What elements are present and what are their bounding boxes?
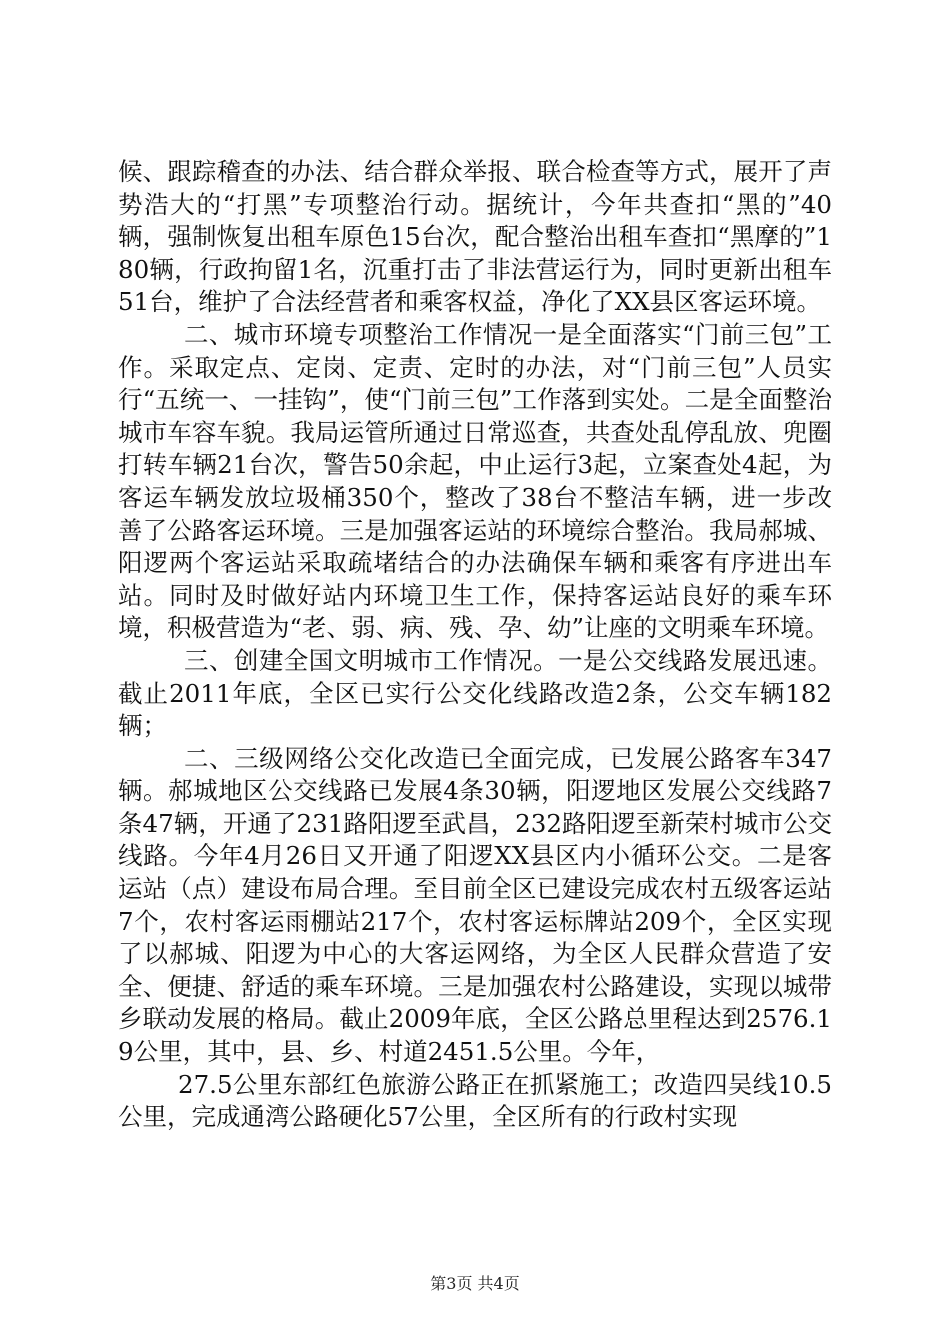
page-number-footer: 第3页 共4页 [430,1274,520,1293]
document-body [118,156,832,1134]
paragraph-1: 候、跟踪稽查的办法、结合群众举报、联合检查等方式，展开了声势浩大的“打黑”专项整治行动。据统计，今年共查扣“黑的”40辆，强制恢复出租车原色15台次，配合整治出租车查扣“黑摩的”180辆，行政拘留1名，沉重打击了非法营运行为，同时更新出租车51台，维护了合法经营者和乘客权益，净化了XX县区客运环境。 [118,157,832,317]
paragraph-2: 二、城市环境专项整治工作情况一是全面落实“门前三包”工作。采取定点、定岗、定责、定时的办法，对“门前三包”人员实行“五统一、一挂钩”，使“门前三包”工作落到实处。二是全面整治城市车容车貌。我局运管所通过日常巡查，共查处乱停乱放、兜圈打转车辆21台次，警告50余起，中止运行3起，立案查处4起，为客运车辆发放垃圾桶350个，整改了38台不整洁车辆，进一步改善了公路客运环境。三是加强客运站的环境综合整治。我局郝城、阳逻两个客运站采取疏堵结合的办法确保车辆和乘客有序进出车站。同时及时做好站内环境卫生工作，保持客运站良好的乘车环境，积极营造为“老、弱、病、残、孕、幼”让座的文明乘车环境。 [118,319,832,643]
paragraph-4: 二、三级网络公交化改造已全面完成，已发展公路客车347辆。郝城地区公交线路已发展4条30辆，阳逻地区发展公交线路7条47辆，开通了231路阳逻至武昌，232路阳逻至新荣村城市公交线路。今年4月26日又开通了阳逻XX县区内小循环公交。二是客运站（点）建设布局合理。至目前全区已建设完成农村五级客运站7个，农村客运雨棚站217个，农村客运标牌站209个，全区实现了以郝城、阳逻为中心的大客运网络，为全区人民群众营造了安全、便捷、舒适的乘车环境。三是加强农村公路建设，实现以城带乡联动发展的格局。截止2009年底，全区公路总里程达到2576.19公里，其中，县、乡、村道2451.5公里。今年， [118,743,832,1067]
paragraph-5: 27.5公里东部红色旅游公路正在抓紧施工；改造四吴线10.5公里，完成通湾公路硬化57公里，全区所有的行政村实现 [118,1069,832,1132]
paragraph-3: 三、创建全国文明城市工作情况。一是公交线路发展迅速。截止2011年底，全区已实行公交化线路改造2条，公交车辆182辆； [118,645,832,741]
